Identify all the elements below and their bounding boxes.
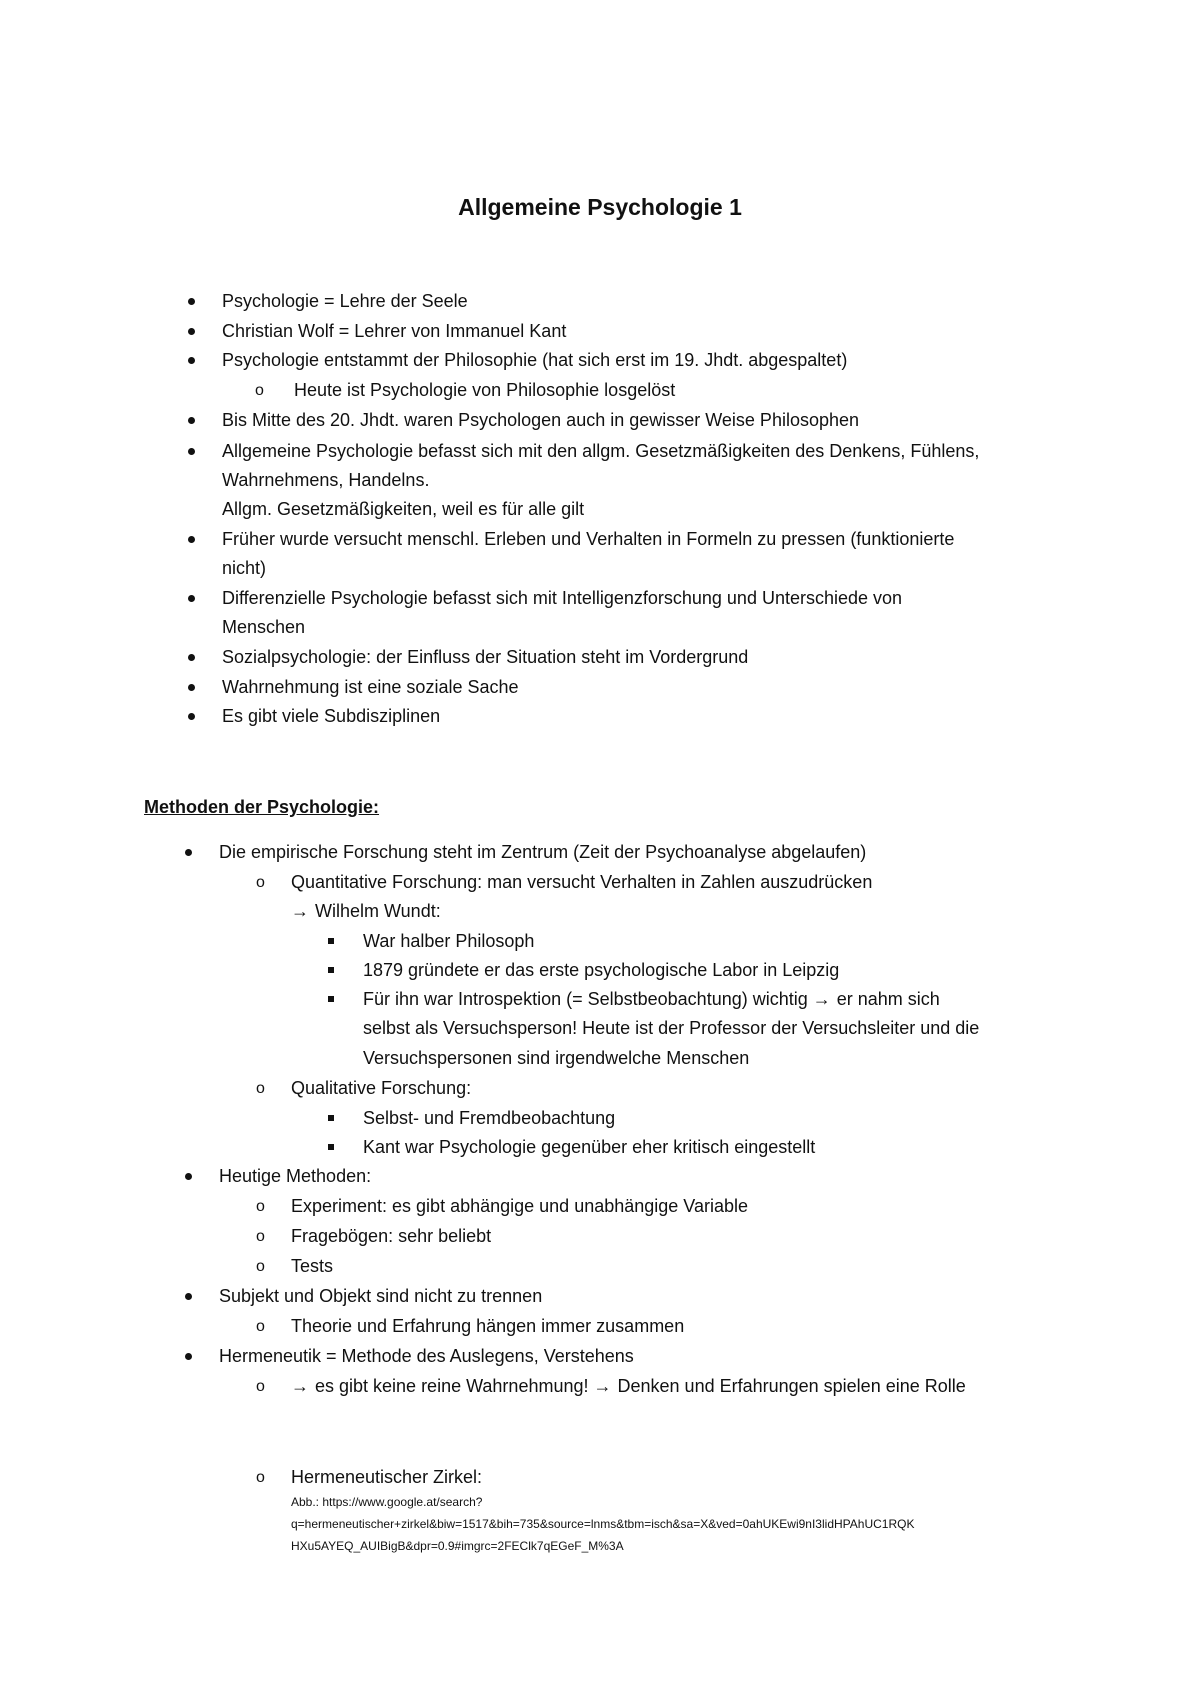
list-item: Wahrnehmung ist eine soziale Sache (222, 677, 519, 697)
list-item: Psychologie = Lehre der Seele (222, 291, 468, 311)
list-item: Christian Wolf = Lehrer von Immanuel Kant (222, 321, 567, 341)
source-line: HXu5AYEQ_AUIBigB&dpr=0.9#imgrc=2FEClk7qEGeF_M%3A (291, 1539, 624, 1553)
list-item: o Tests (0, 1252, 1200, 1281)
list-item-continuation: nicht) (222, 558, 267, 578)
bullet-circle-icon: o (256, 1318, 265, 1335)
source-line: Abb.: https://www.google.at/search? (291, 1495, 483, 1509)
list-item: Es gibt viele Subdisziplinen (222, 706, 441, 726)
list-item: Bis Mitte des 20. Jhdt. waren Psychologen auch in gewisser Weise Philosophen (222, 410, 860, 430)
list-item-continuation: Menschen (222, 617, 306, 637)
bullet-circle-icon: o (256, 1198, 265, 1215)
list-item: War halber Philosoph (363, 931, 535, 951)
list-item: 1879 gründete er das erste psychologische Labor in Leipzig (363, 960, 840, 980)
list-item: Psychologie entstammt der Philosophie (hat sich erst im 19. Jhdt. abgespaltet) (222, 350, 848, 370)
list-item: Sozialpsychologie: der Einfluss der Situation steht im Vordergrund (222, 647, 749, 667)
list-item-continuation: Wahrnehmens, Handelns. (222, 470, 430, 490)
list-item: Allgemeine Psychologie befasst sich mit den allgm. Gesetzmäßigkeiten des Denkens, Fühlens, (222, 441, 980, 461)
list-item: o → es gibt keine reine Wahrnehmung! → Denken und Erfahrungen spielen eine Rolle (0, 1372, 1200, 1401)
list-item: o Heute ist Psychologie von Philosophie losgelöst (0, 376, 1200, 405)
arrow-right-icon: → (593, 1376, 612, 1396)
list-item-continuation: selbst als Versuchsperson! Heute ist der Professor der Versuchsleiter und die (363, 1018, 980, 1038)
list-item: o Qualitative Forschung: (0, 1074, 1200, 1103)
list-item: Für ihn war Introspektion (= Selbstbeobachtung) wichtig → er nahm sich (363, 989, 940, 1009)
list-item-continuation: Allgm. Gesetzmäßigkeiten, weil es für alle gilt (222, 499, 585, 519)
bullet-circle-icon: o (256, 874, 265, 891)
list-item: o Experiment: es gibt abhängige und unabhängige Variable (0, 1192, 1200, 1221)
source-line: q=hermeneutischer+zirkel&biw=1517&bih=735&source=lnms&tbm=isch&sa=X&ved=0ahUKEwi9nI3lidHPAhUC1RQK (291, 1517, 915, 1531)
list-item: o Theorie und Erfahrung hängen immer zusammen (0, 1312, 1200, 1341)
list-item: Differenzielle Psychologie befasst sich mit Intelligenzforschung und Unterschiede von (222, 588, 903, 608)
list-item: o Quantitative Forschung: man versucht Verhalten in Zahlen auszudrücken (0, 868, 1200, 897)
list-item-continuation: → Wilhelm Wundt: (291, 901, 441, 921)
list-item: Subjekt und Objekt sind nicht zu trennen (219, 1286, 543, 1306)
bullet-circle-icon: o (256, 1080, 265, 1097)
arrow-right-icon: → (812, 989, 831, 1009)
arrow-right-icon: → (291, 1376, 309, 1396)
list-item: Heutige Methoden: (219, 1166, 372, 1186)
bullet-circle-icon: o (256, 1258, 265, 1275)
list-item: o Hermeneutischer Zirkel: (0, 1463, 1200, 1492)
list-item: Hermeneutik = Methode des Auslegens, Verstehens (219, 1346, 634, 1366)
list-item-continuation: Versuchspersonen sind irgendwelche Menschen (363, 1048, 750, 1068)
list-item: Die empirische Forschung steht im Zentrum (Zeit der Psychoanalyse abgelaufen) (219, 842, 867, 862)
list-item: o Fragebögen: sehr beliebt (0, 1222, 1200, 1251)
arrow-right-icon: → (291, 901, 309, 921)
section-heading: Methoden der Psychologie: (144, 797, 380, 817)
list-item: Früher wurde versucht menschl. Erleben und Verhalten in Formeln zu pressen (funktionierte (222, 529, 955, 549)
page-title: Allgemeine Psychologie 1 (458, 194, 742, 220)
bullet-circle-icon: o (255, 382, 264, 399)
bullet-circle-icon: o (256, 1378, 265, 1395)
bullet-circle-icon: o (256, 1469, 265, 1486)
bullet-circle-icon: o (256, 1228, 265, 1245)
list-item: Selbst- und Fremdbeobachtung (363, 1108, 616, 1128)
list-item: Kant war Psychologie gegenüber eher kritisch eingestellt (363, 1137, 816, 1157)
